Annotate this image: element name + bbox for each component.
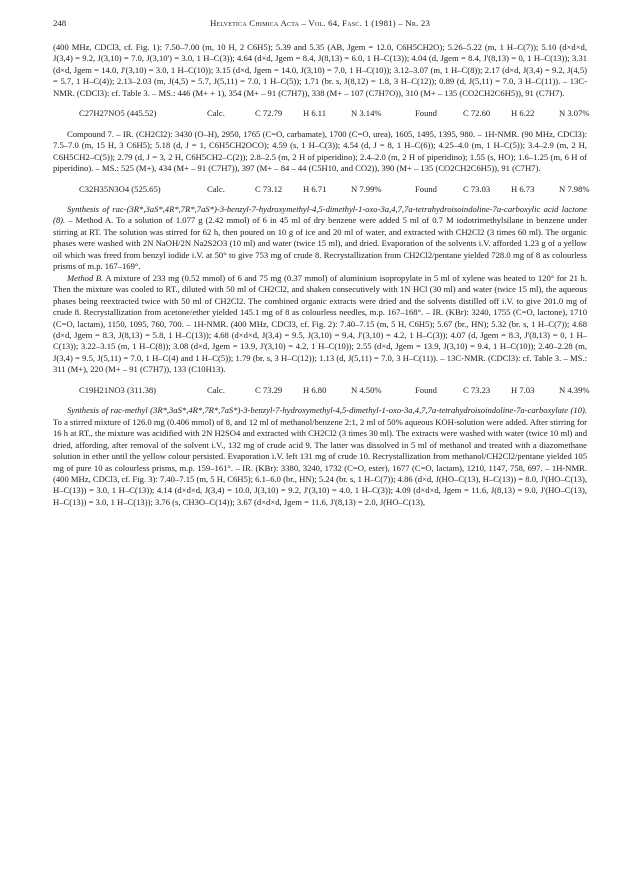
found-label: Found [415, 183, 437, 194]
page-number: 248 [53, 18, 67, 28]
found-h: H 6.22 [511, 108, 535, 119]
found-n: N 3.07% [559, 108, 590, 119]
found-h: H 7.03 [511, 384, 535, 395]
paragraph-text: – Method A. To a solution of 1.077 g (2.42 mmol) of 6 in 45 ml of dry benzene were added 5 ml of 0.7 M iodotrimethylsilane in benzene under stirring at RT. The solution was stirred for 62 h, then poured on 10 g of ice and 20 ml of water, and extracted with CH2Cl2 (3 times 60 ml). The organic phases were washed with 2N NaOH/2N Na2S2O3 (10 ml) and water (twice 15 ml), and dried. Evaporation of the solvents i.V. afforded 1.23 g of a yellow oil which was freed from benzyl iodide i.V. at 50° to give 753 mg of crude 8. Recrystallization from CH2Cl2/pentane yielded 728.0 mg of 8 as colourless prisms of m.p. 167–169°. [53, 215, 587, 272]
found-n: N 7.98% [559, 183, 590, 194]
calc-c: C 73.12 [255, 183, 283, 194]
calc-label: Calc. [207, 183, 225, 194]
paragraph-text: A mixture of 233 mg (0.52 mmol) of 6 and 75 mg (0.37 mmol) of aluminium isopropylate in 5 ml of xylene was heated to 120° for 21 h. Then the mixture was cooled to RT., diluted with 50 ml of CH2Cl2, and shaken consecutively with 1N HCl (30 ml) and water (twice 15 ml), the aqueous phases being reextracted twice with 50 ml of CH2Cl2. The combined organic extracts were dried and the solvents distilled off i.V. to give 201.0 mg of crude 8. Recrystallization from acetone/ether yielded 145.1 mg of 8 as colourless needles, m.p. 167–168°. – IR. (KBr): 3240, 1755 (C=O, lactone), 1710 (C=O, lactam), 1150, 1095, 760, 700. – 1H-NMR. (400 MHz, CDCl3, cf. Fig. 2): 7.40–7.15 (m, 5 H, C6H5); 5.67 (br., HN); 5.32 (br. s, 1 H–C(7)); 4.68 (d×d, Jgem = 8.3, J(8,13) = 5.8, 1 H–C(13)); 4.68 (d×d×d, J(3,4) = 9.5, J(3,10) = 9.4, J'(3,10) = 4.2, 1 H–C(3)); 4.07 (d, Jgem = 8.3, J'(8,13) = 0, 1 H–C(13)); 3.22–3.15 (m, 1 H–C(8)); 3.08 (d×d, Jgem = 13.9, J'(3,10) = 4.2, 1 H–C(10)); 2.55 (d×d, Jgem = 13.9, J(3,10) = 9.4, 1 H–C(10)); 2.40–2.28 (m, J(3,4) = 9.5, J(5,11) = 7.0, 1 H–C(4) and 1 H–C(5)); 1.79 (br. s, 3 H–C(12)); 1.13 (d, J(5,11) = 7.0, 3 H–C(11)). – 13C-NMR. (CDCl3): cf. Table 3. – MS.: 311 (M+), 220 (M+ – 91 (C7H7)), 133 (C10H13). [53, 272, 587, 375]
found-c: C 73.03 [463, 183, 491, 194]
compound-7-paragraph: Compound 7. – IR. (CH2Cl2): 3430 (O–H), 2950, 1765 (C=O, carbamate), 1700 (C=O, urea), 1605, 1495, 1395, 980. – 1H-NMR. (90 MHz, CDCl3): 7.5–7.0 (m, 15 H, 3 C6H5); 5.18 (d, J = 1, C6H5CH2OCO); 4.59 (s, 1 H–C(3)); 4.54 (d, J = 8, 1 H–C(6)); 4.25–4.0 (m, 1 H–C(5)); 3.4–2.9 (m, 2 H, C6H5CH2–C(5)); 2.79 (d, J = 3, 2 H, C6H5CH2–C(2)); 2.8–2.5 (m, 2 H of piperidino); 2.4–2.0 (m, 2 H of piperidino); 1.55 (s, HO); 1.6–1.25 (m, 6 H of piperidino). – MS.: 525 (M+), 434 (M+ – 91 (C7H7)), 397 (M+ – 84 – 44 (C5H10, and CO2)), 390 (M+ – 135 (CO2CH2C6H5)), 91 (C7H7). [53, 128, 587, 174]
found-c: C 73.23 [463, 384, 491, 395]
synthesis-8-method-b-paragraph [53, 273, 587, 376]
calc-label: Calc. [207, 108, 225, 119]
molecular-formula: C27H27NO5 (445.52) [79, 108, 157, 119]
found-h: H 6.73 [511, 183, 535, 194]
found-n: N 4.39% [559, 384, 590, 395]
running-title: Helvetica Chimica Acta – Vol. 64, Fasc. 1 (1981) – Nr. 23 [209, 18, 431, 28]
calc-n: N 3.14% [351, 108, 382, 119]
calc-c: C 72.79 [255, 108, 283, 119]
found-label: Found [415, 108, 437, 119]
nmr-data-paragraph: (400 MHz, CDCl3, cf. Fig. 1): 7.50–7.00 (m, 10 H, 2 C6H5); 5.39 and 5.35 (AB, Jgem = 12.0, C6H5CH2O); 5.26–5.22 (m, 1 H–C(7)); 5.10 (d×d×d, J(3,4) = 9.2, J(3,10) = 7.0, J(3,10') = 3.0, 1 H–C(3)); 4.64 (d×d, Jgem = 8.4, J(8,13) = 6.0, 1 H–C(13)); 4.04 (d, Jgem = 8.4, J'(8,13) = 0, 1 H–C(13)); 3.31 (d×d, Jgem = 14.0, J'(3,10) = 3.0, 1 H–C(10)); 3.15 (d×d, Jgem = 14.0, J(3,10) = 7.0, 1 H–C(10)); 3.12–3.07 (m, 1 H–C(8)); 2.17 (d×d, J(3,4) = 9.2, J(4,5) = 5.7, 1 H–C(4)); 2.13–2.03 (m, J(4,5) = 5.7, J(5,11) = 7.0, 1 H–C(5)); 1.71 (br. s, J(8,12) = 1.8, 3 H–C(12)); 0.89 (d, J(5,11) = 7.0, 3 H–C(11)). – 13C-NMR. (CDCl3): cf. Table 3. – MS.: 446 (M+ + 1), 354 (M+ – 91 (C7H7)), 338 (M+ – 107 (C7H7O)), 310 (M+ – 135 (CO2CH2C6H5)), 91 (C7H7). [53, 42, 587, 98]
synthesis-8-method-a-paragraph [53, 204, 587, 273]
running-header [53, 18, 587, 32]
elemental-analysis [53, 183, 590, 195]
found-label: Found [415, 384, 437, 395]
paragraph-text: To a stirred mixture of 126.0 mg (0.406 mmol) of 8, and 12 ml of methanol/benzene 2:1, 2 ml of 50% aqueous KOH-solution were added. After stirring for 16 h at RT., the mixture was acidified with 2N H2SO4 and extracted with CH2Cl2 (3 times 30 ml). The extracts were washed with water (twice 10 ml) and dried, affording, after removal of the solvent i.V., 132 mg of crude acid 9. The latter was dissolved in 5 ml of methanol and treated with a diazomethane solution in ether until the yellow colour persisted. Evaporation i.V. left 131 mg of crude 10. Recrystallization from methanol/CH2Cl2/pentane yielded 105 mg of pure 10 as colourless prisms, m.p. 159–161°. – IR. (KBr): 3380, 3240, 1732 (C=O, ester), 1677 (C=O, lactam), 1210, 1147, 758, 697. – 1H-NMR. (400 MHz, CDCl3, cf. Fig. 3): 7.40–7.15 (m, 5 H, C6H5); 6.1–6.0 (br., HN); 5.24 (br. s, 1 H–C(7)); 4.86 (d×d, J(HO–C(13), H–C(13)) = 8.0, J'(HO–C(13), H–C(13)) = 3.0, 1 H–C(13)); 4.14 (d×d×d, J(3,4) = 10.0, J(3,10) = 9.2, J'(3,10) = 4.0, 1 H–C(3)); 4.09 (d×d×d, Jgem = 11.6, J(8,13) = 9.0, J'(HO–C(13), H–C(13)) = 3.0, 1 H–C(13)); 3.76 (s, CH3O–C(14)); 3.67 (d×d×d, Jgem = 11.6, J'(8,13) = 2.0, J(HO–C(13), [53, 416, 588, 507]
elemental-analysis [53, 108, 590, 119]
molecular-formula: C32H35N3O4 (525.65) [79, 183, 161, 194]
synthesis-10-paragraph [53, 405, 587, 508]
found-c: C 72.60 [463, 108, 491, 119]
calc-h: H 6.80 [303, 384, 327, 395]
article-body [53, 42, 590, 508]
calc-n: N 4.50% [351, 384, 382, 395]
calc-c: C 73.29 [255, 384, 283, 395]
calc-label: Calc. [207, 384, 225, 395]
calc-h: H 6.71 [303, 183, 327, 194]
section-title: Synthesis of rac-methyl (3R*,3aS*,4R*,7R*,7aS*)-3-benzyl-7-hydroxymethyl-4,5-dimethyl-1-oxo-3a,4,7,7a-tetrahydroisoindoline-7a-carboxylate (10). [67, 405, 587, 416]
section-title: Synthesis of rac-(3R*,3aS*,4R*,7R*,7aS*)-3-benzyl-7-hydroxymethyl-4,5-dimethyl-1-oxo-3a,4,7,7a-tetrahydroisoindoline-7a-carboxylic acid lactone (8). [53, 203, 587, 226]
molecular-formula: C19H21NO3 (311.38) [79, 384, 157, 395]
elemental-analysis [53, 384, 590, 396]
section-title: Method B. [67, 272, 104, 283]
calc-n: N 7.99% [351, 183, 382, 194]
calc-h: H 6.11 [303, 108, 327, 119]
